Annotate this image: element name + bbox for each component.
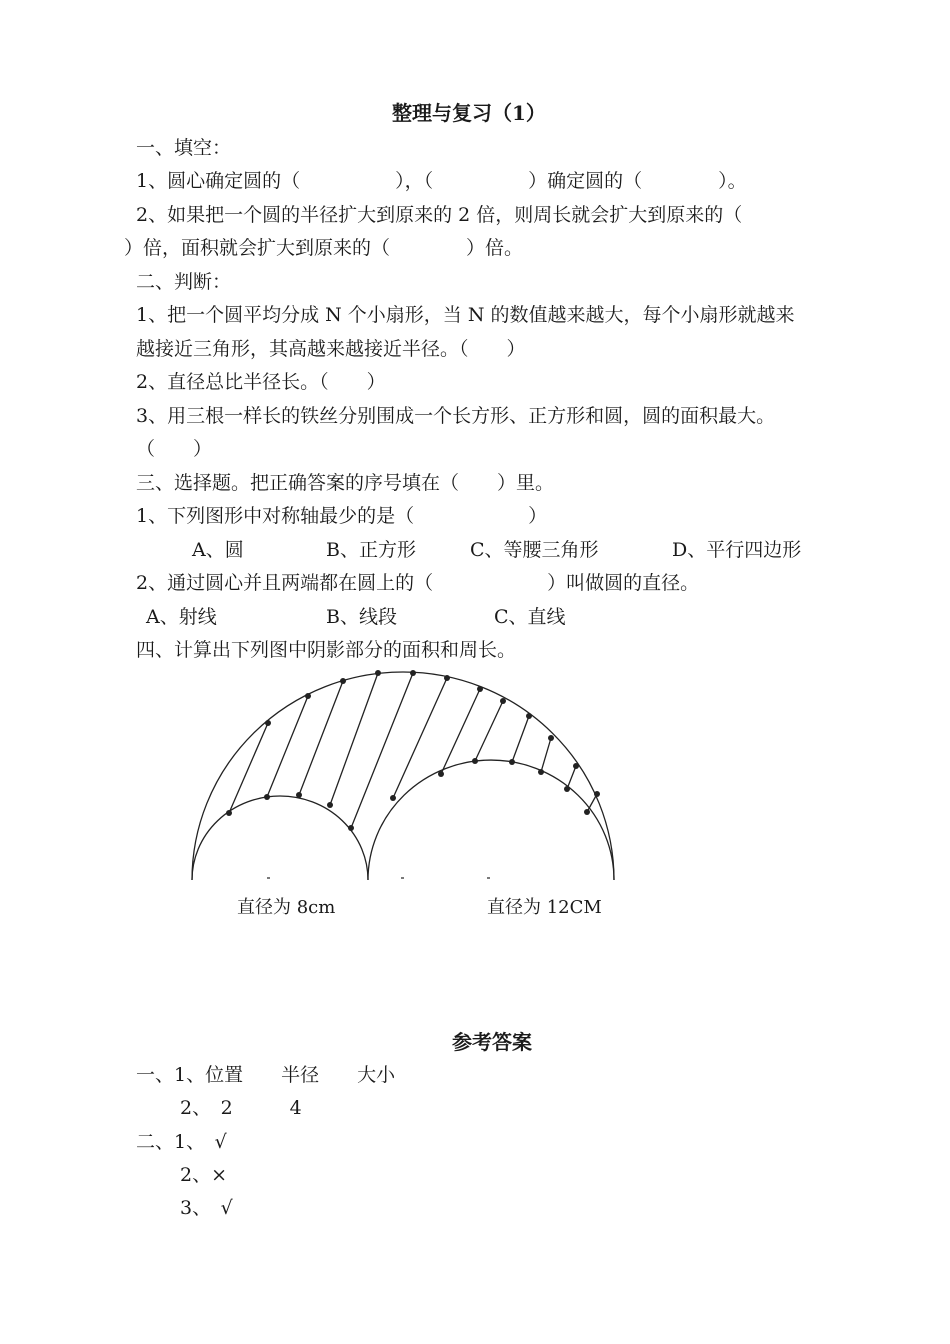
endpoint-dot [264, 794, 270, 800]
section3-q2-option-c: C、直线 [494, 606, 566, 628]
shading-line [567, 766, 576, 789]
page-title: 整理与复习（1） [392, 101, 546, 125]
shading-lines [229, 673, 597, 828]
endpoint-dot [472, 758, 478, 764]
section1-q1: 1、圆心确定圆的（ ），（ ）确定圆的（ ）。 [136, 170, 747, 192]
endpoint-dot [375, 670, 381, 676]
shaded-semicircles-figure [185, 668, 620, 883]
section3-q1-option-c: C、等腰三角形 [470, 539, 599, 561]
endpoint-dot [296, 792, 302, 798]
shading-line [299, 681, 343, 795]
section2-q1-line1: 1、把一个圆平均分成 N 个小扇形，当 N 的数值越来越大，每个小扇形就越来 [136, 304, 795, 326]
section3-q2-option-b: B、线段 [326, 606, 397, 628]
section3-q1: 1、下列图形中对称轴最少的是（ ） [136, 505, 548, 527]
answer-2-1: 二、1、 √ [136, 1131, 227, 1153]
section1-q2-line2: ）倍，面积就会扩大到原来的（ ）倍。 [124, 237, 524, 259]
section3-q1-option-a: A、圆 [192, 539, 244, 561]
endpoint-dot [348, 825, 354, 831]
section2-heading: 二、判断： [136, 271, 232, 293]
section2-q3-line2: （ ） [136, 438, 213, 460]
shading-line [393, 678, 447, 798]
shading-line [541, 738, 551, 772]
section3-q1-option-b: B、正方形 [326, 539, 416, 561]
section4-heading: 四、计算出下列图中阴影部分的面积和周长。 [136, 639, 517, 661]
shading-line [351, 673, 413, 828]
endpoint-dot [410, 670, 416, 676]
section2-q2: 2、直径总比半径长。（ ） [136, 371, 386, 393]
left-inner-semicircle-arc [192, 796, 368, 880]
answer-2-2: 2、× [180, 1164, 228, 1186]
shading-line [475, 701, 503, 761]
endpoint-dot [584, 809, 590, 815]
section2-q1-line2: 越接近三角形，其高越来越接近半径。（ ） [136, 338, 526, 360]
endpoint-dot [477, 686, 483, 692]
endpoint-dots [226, 670, 600, 831]
endpoint-dot [564, 786, 570, 792]
caption-right-diameter: 直径为 12CM [487, 897, 602, 918]
answer-1-2: 2、 2 4 [180, 1097, 302, 1119]
right-inner-semicircle-arc [368, 760, 614, 880]
answers-title: 参考答案 [452, 1030, 532, 1054]
endpoint-dot [340, 678, 346, 684]
shading-line [587, 794, 597, 812]
answer-2-3: 3、 √ [180, 1197, 233, 1219]
endpoint-dot [573, 763, 579, 769]
section1-q2-line1: 2、如果把一个圆的半径扩大到原来的 2 倍，则周长就会扩大到原来的（ [136, 204, 743, 226]
endpoint-dot [265, 720, 271, 726]
shading-line [330, 673, 378, 805]
endpoint-dot [390, 795, 396, 801]
endpoint-dot [509, 759, 515, 765]
endpoint-dot [327, 802, 333, 808]
shading-line [267, 696, 308, 797]
endpoint-dot [548, 735, 554, 741]
endpoint-dot [594, 791, 600, 797]
endpoint-dot [526, 713, 532, 719]
endpoint-dot [438, 771, 444, 777]
section2-q3-line1: 3、用三根一样长的铁丝分别围成一个长方形、正方形和圆，圆的面积最大。 [136, 405, 776, 427]
endpoint-dot [538, 769, 544, 775]
section3-q1-option-d: D、平行四边形 [672, 539, 802, 561]
shading-line [512, 716, 529, 762]
answer-1-1: 一、1、位置 半径 大小 [136, 1064, 396, 1086]
endpoint-dot [444, 675, 450, 681]
endpoint-dot [500, 698, 506, 704]
endpoint-dot [226, 810, 232, 816]
shading-line [229, 723, 268, 813]
section3-heading: 三、选择题。把正确答案的序号填在（ ）里。 [136, 472, 555, 494]
section1-heading: 一、填空： [136, 137, 232, 159]
endpoint-dot [305, 693, 311, 699]
section3-q2: 2、通过圆心并且两端都在圆上的（ ）叫做圆的直径。 [136, 572, 700, 594]
caption-left-diameter: 直径为 8cm [237, 897, 336, 918]
section3-q2-option-a: A、射线 [146, 606, 217, 628]
